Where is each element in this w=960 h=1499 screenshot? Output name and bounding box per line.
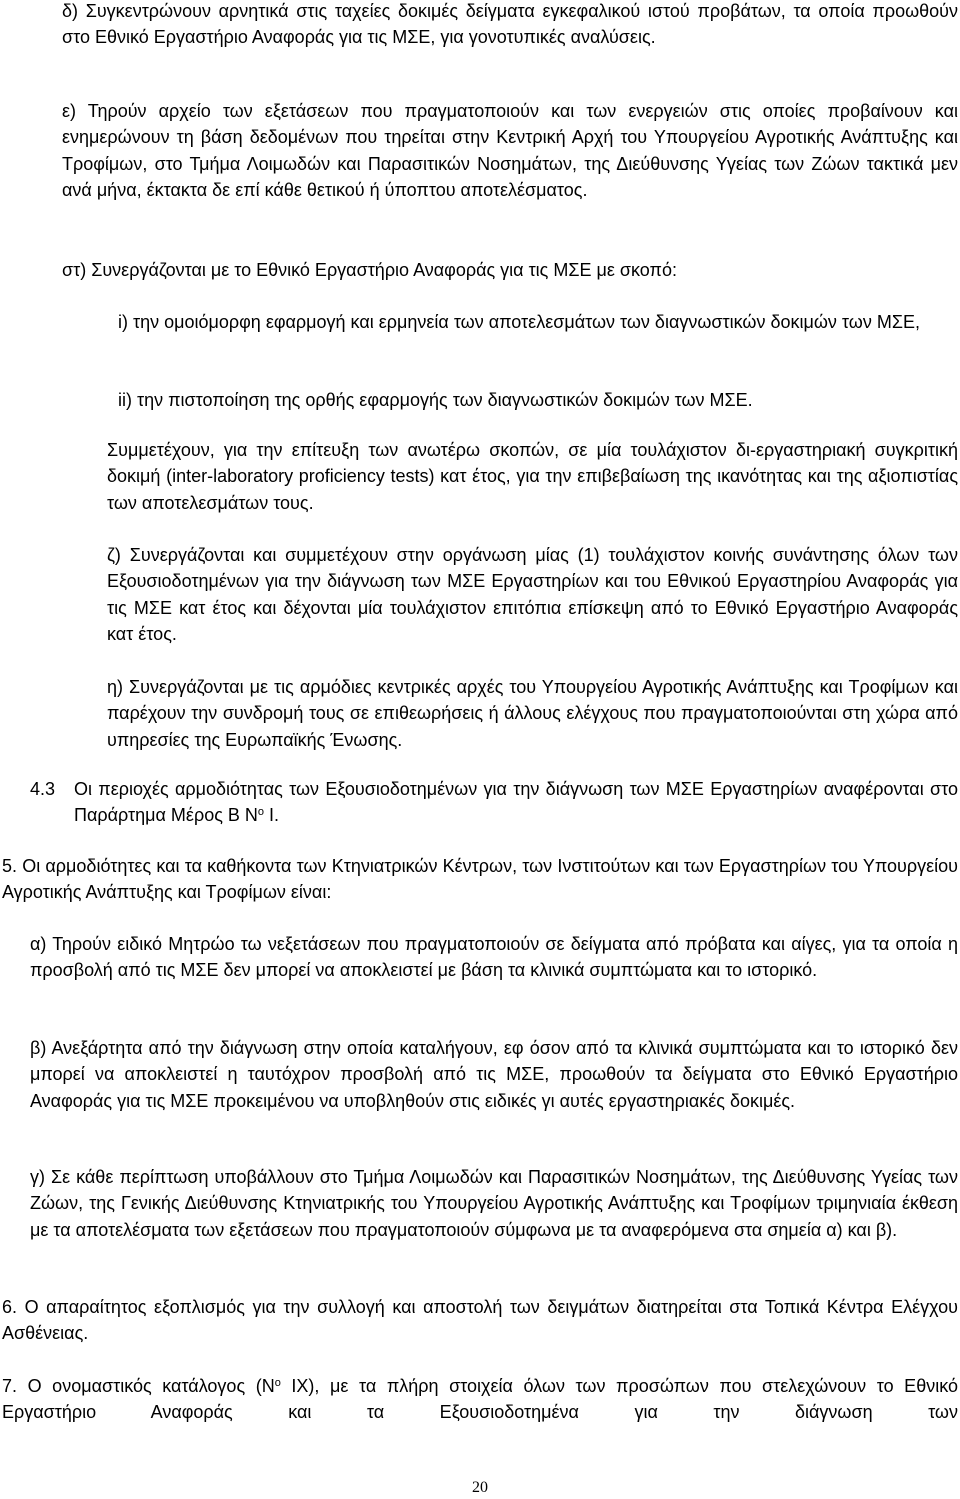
superscript-o: ο [274, 1377, 281, 1389]
page-number: 20 [472, 1479, 488, 1496]
section-4-3-text: Οι περιοχές αρμοδιότητας των Εξουσιοδοτημένων για την διάγνωση των ΜΣΕ Εργαστηρίων αναφέρονται στο Παράρτημα Μέρος Β $N^o$ Ι. [74, 779, 958, 826]
section-5: 5. Οι αρμοδιότητες και τα καθήκοντα των Κτηνιατρικών Κέντρων, των Ινστιτούτων και των Εργαστηρίων του Υπουργείου Αγροτικής Ανάπτυξης και Τροφίμων είναι: [2, 856, 958, 903]
section-7: 7. Ο ονομαστικός κατάλογος ($N^o$ IX), με τα πλήρη στοιχεία όλων των προσώπων που στελεχώνουν το Εθνικό Εργαστήριο Αναφοράς και τα Εξουσιοδοτημένα για την διάγνωση των [2, 1376, 958, 1423]
section-6: 6. Ο απαραίτητος εξοπλισμός για την συλλογή και αποστολή των δειγμάτων διατηρείται στα Τοπικά Κέντρα Ελέγχου Ασθένειας. [2, 1297, 958, 1344]
section-5-a: α) Τηρούν ειδικό Μητρώο τω νεξετάσεων που πραγματοποιούν σε δείγματα από πρόβατα και αίγες, για τα οποία η προσβολή από τις ΜΣΕ δεν μπορεί να αποκλειστεί με βάση τα κλινικά συμπτώματα και το ιστορικό. [30, 934, 958, 981]
paragraph-st-i: i) την ομοιόμορφη εφαρμογή και ερμηνεία των αποτελεσμάτων των διαγνωστικών δοκιμών των ΜΣΕ, [118, 312, 920, 332]
paragraph-st-participation: Συμμετέχουν, για την επίτευξη των ανωτέρω σκοπών, σε μία τουλάχιστον δι-εργαστηριακή συγκριτική δοκιμή (inter-laboratory proficiency tests) κατ έτος, για την επιβεβαίωση της ικανότητας και της αξιοπιστίας των αποτελεσμάτων τους. [107, 440, 958, 513]
paragraph-z: ζ) Συνεργάζονται και συμμετέχουν στην οργάνωση μίας (1) τουλάχιστον κοινής συνάντησης όλων των Εξουσιοδοτημένων για την διάγνωση των ΜΣΕ Εργαστηρίων και του Εθνικού Εργαστηρίου Αναφοράς για τις ΜΣΕ κατ έτος και δέχονται μία τουλάχιστον επιτόπια επίσκεψη από το Εθνικό Εργαστήριο Αναφοράς κατ έτος. [107, 545, 958, 644]
section-4-3-number: 4.3 [30, 779, 56, 799]
paragraph-h: η) Συνεργάζονται με τις αρμόδιες κεντρικές αρχές του Υπουργείου Αγροτικής Ανάπτυξης και Τροφίμων και παρέχουν την συνδρομή τους σε επιθεωρήσεις ή άλλους ελέγχους που πραγματοποιούνται στη χώρα από υπηρεσίες της Ευρωπαϊκής Ένωσης. [107, 677, 958, 750]
paragraph-st: στ) Συνεργάζονται με το Εθνικό Εργαστήριο Αναφοράς για τις ΜΣΕ με σκοπό: [62, 260, 677, 280]
paragraph-e: ε) Τηρούν αρχείο των εξετάσεων που πραγματοποιούν και των ενεργειών στις οποίες προβαίνουν και ενημερώνουν τη βάση δεδομένων που τηρείται στην Κεντρική Αρχή του Υπουργείου Αγροτικής Ανάπτυξης και Τροφίμων, στο Τμήμα Λοιμωδών και Παρασιτικών Νοσημάτων, της Διεύθυνσης Υγείας των Ζώων τακτικά μεν ανά μήνα, έκτακτα δε επί κάθε θετικού ή ύποπτου αποτελέσματος. [62, 101, 958, 200]
superscript-o: ο [257, 806, 265, 819]
section-5-c: γ) Σε κάθε περίπτωση υποβάλλουν στο Τμήμα Λοιμωδών και Παρασιτικών Νοσημάτων, της Διεύθυνσης Υγείας των Ζώων, της Γενικής Διεύθυνσης Κτηνιατρικής του Υπουργείου Αγροτικής Ανάπτυξης και Τροφίμων τριμηνιαία έκθεση με τα αποτελέσματα των εξετάσεων που πραγματοποιούν σύμφωνα με τα αναφερόμενα στα σημεία α) και β). [30, 1167, 958, 1240]
paragraph-st-ii: ii) την πιστοποίηση της ορθής εφαρμογής των διαγνωστικών δοκιμών των ΜΣΕ. [118, 390, 753, 410]
paragraph-d: δ) Συγκεντρώνουν αρνητικά στις ταχείες δοκιμές δείγματα εγκεφαλικού ιστού προβάτων, τα οποία προωθούν στο Εθνικό Εργαστήριο Αναφοράς για τις ΜΣΕ, για γονοτυπικές αναλύσεις. [62, 1, 958, 48]
section-5-b: β) Ανεξάρτητα από την διάγνωση στην οποία καταλήγουν, εφ όσον από τα κλινικά συμπτώματα και το ιστορικό δεν μπορεί να αποκλειστεί η ταυτόχρον προσβολή από τις ΜΣΕ, προωθούν τα δείγματα στο Εθνικό Εργαστήριο Αναφοράς για τις ΜΣΕ προκειμένου να υποβληθούν στις ειδικές γι αυτές εργαστηριακές δοκιμές. [30, 1038, 958, 1111]
